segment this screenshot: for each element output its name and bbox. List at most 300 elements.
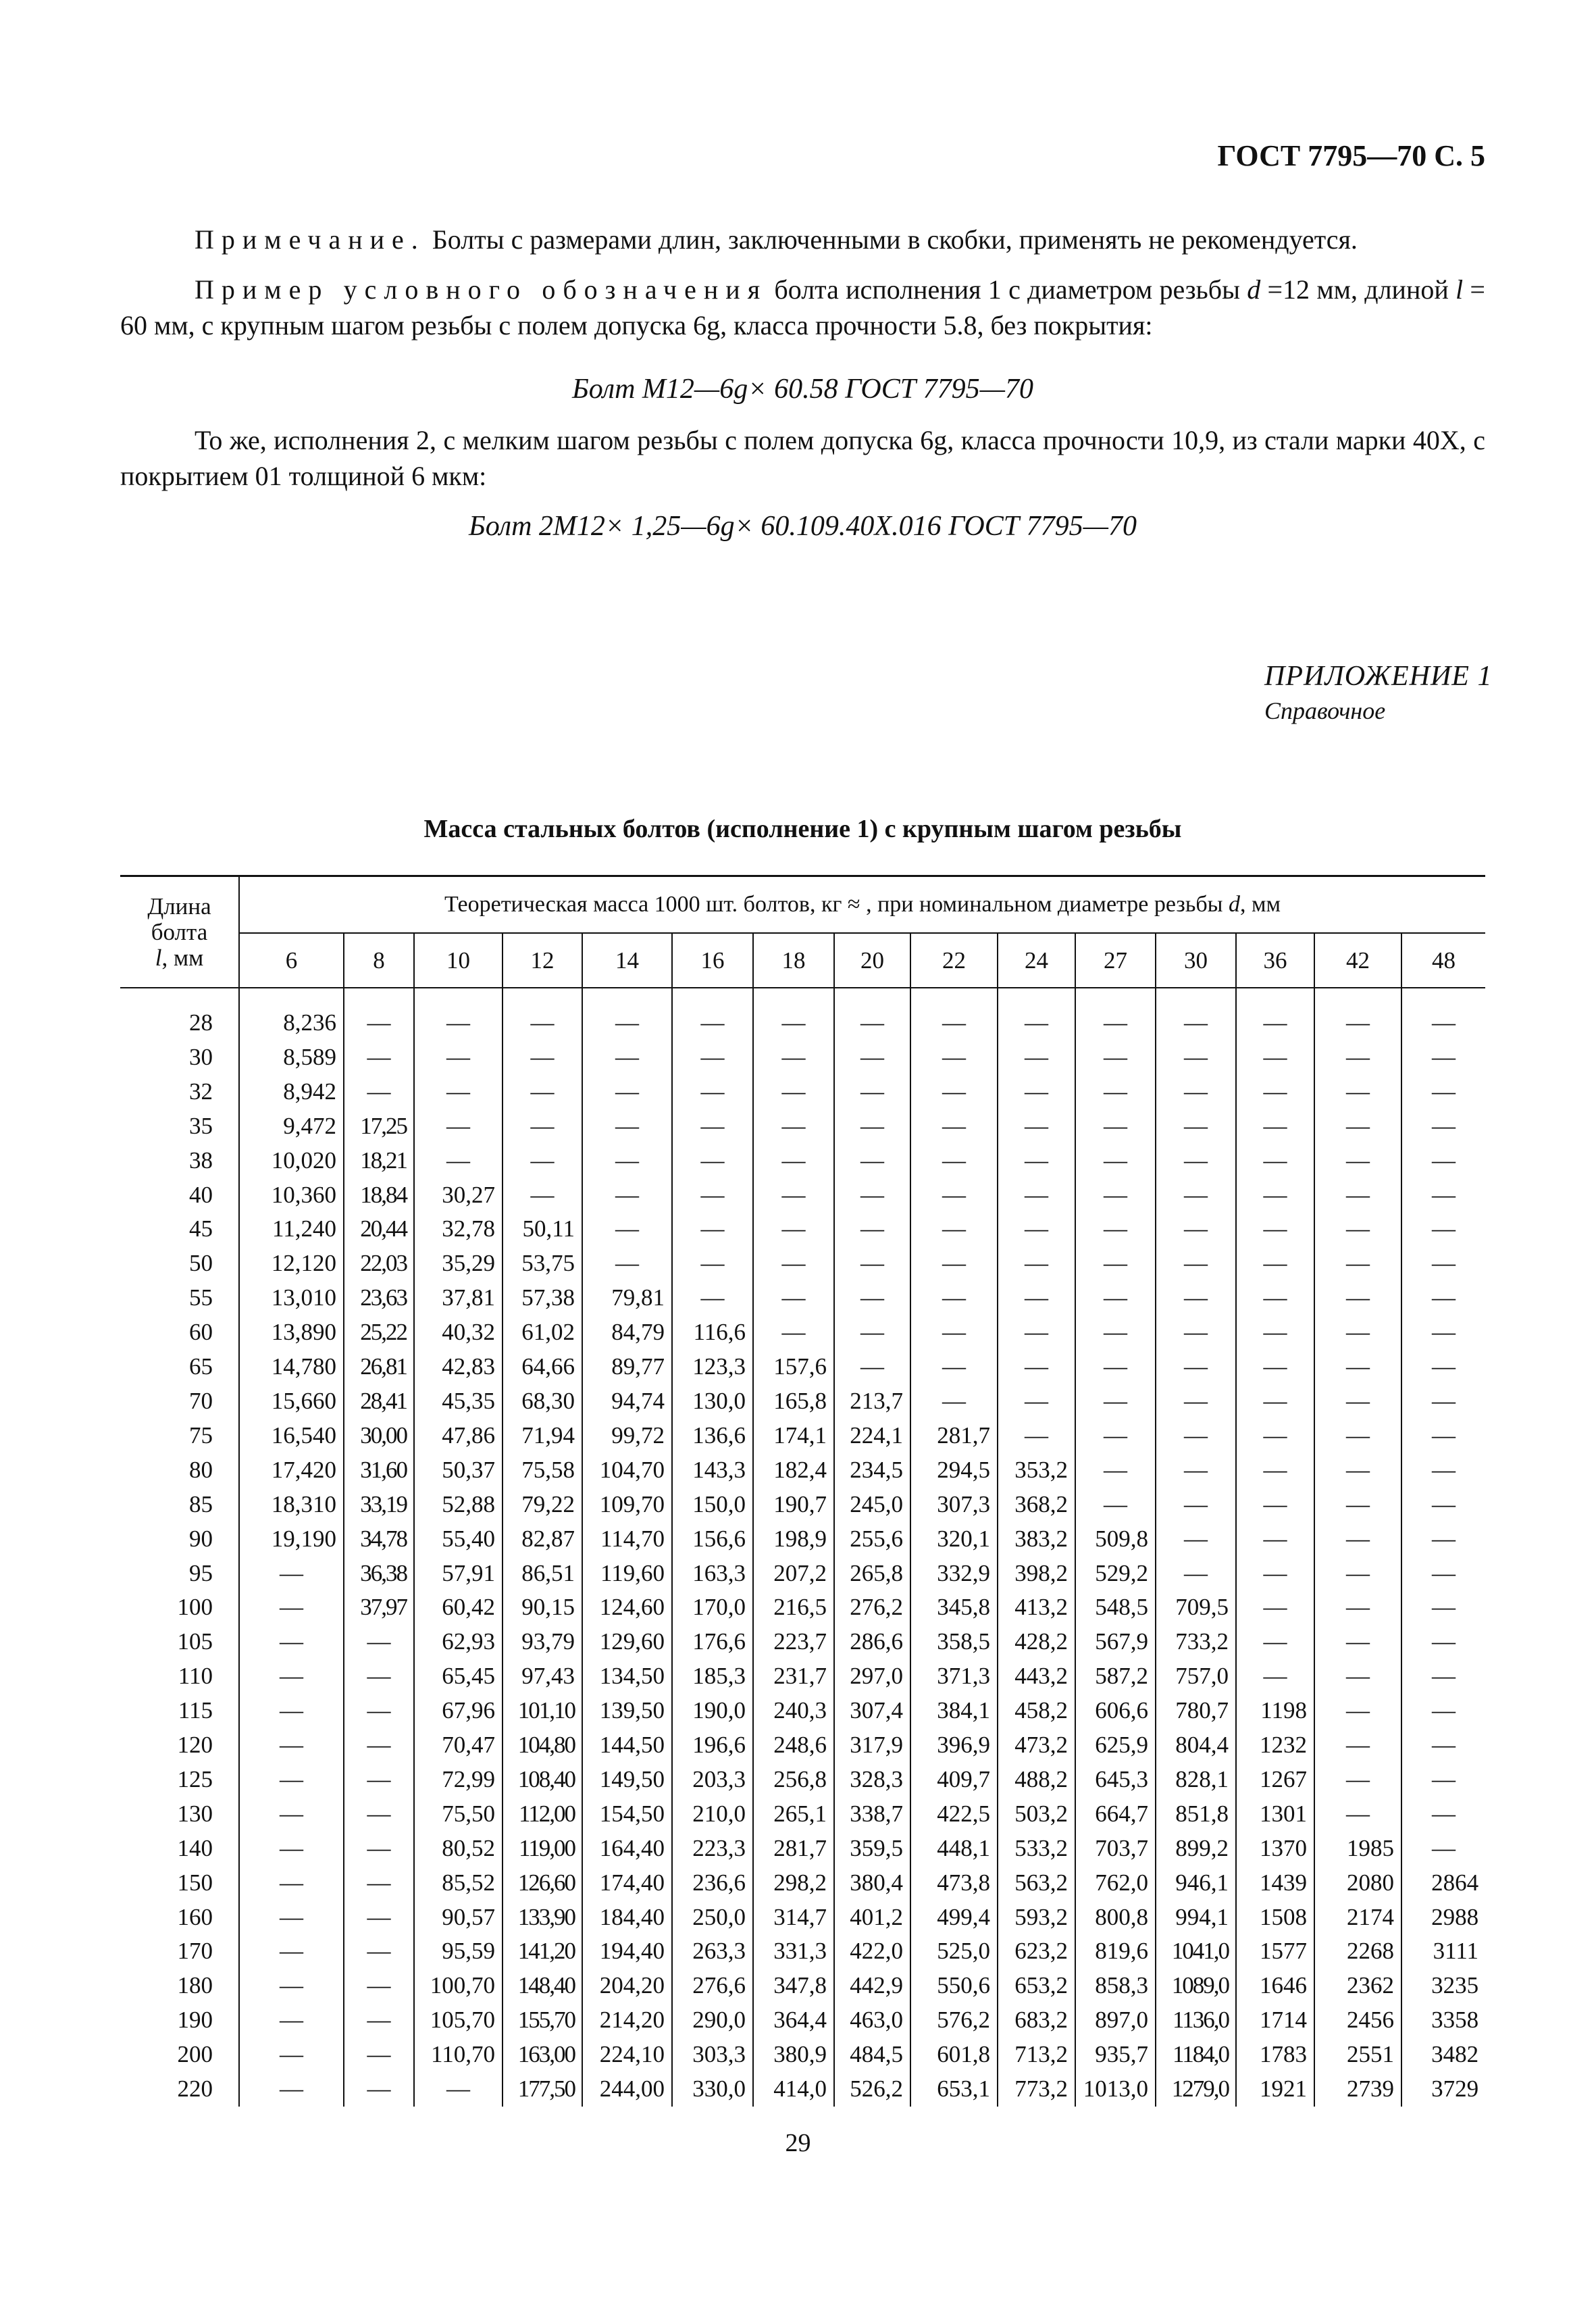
mass-cell: — (1401, 1797, 1485, 1832)
example-d-symbol: d (1247, 274, 1261, 305)
mass-cell: — (910, 1075, 998, 1109)
mass-cell: — (1075, 1315, 1156, 1350)
mass-cell: 2456 (1314, 2003, 1401, 2038)
mass-cell: — (1156, 1522, 1236, 1557)
mass-cell: 55,40 (414, 1522, 503, 1557)
mass-cell: 93,79 (503, 1625, 582, 1659)
mass-cell: 33,19 (344, 1488, 414, 1522)
mass-cell: 1089,0 (1156, 1969, 1236, 2003)
mass-cell: 1013,0 (1075, 2072, 1156, 2107)
table-row (120, 1557, 1485, 1591)
diameter-header-30: 30 (1156, 933, 1236, 988)
mass-cell: 47,86 (414, 1419, 503, 1453)
mass-cell: 148,40 (503, 1969, 582, 2003)
table-row (120, 1832, 1485, 1866)
mass-cell: — (1156, 1384, 1236, 1419)
mass-cell: 28,41 (344, 1384, 414, 1419)
mass-table (120, 875, 1485, 2107)
mass-cell: 155,70 (503, 2003, 582, 2038)
mass-cell: 57,38 (503, 1281, 582, 1315)
mass-cell: — (1075, 1144, 1156, 1178)
mass-cell: — (1314, 1557, 1401, 1591)
mass-cell: 207,2 (753, 1557, 834, 1591)
mass-cell: — (344, 2003, 414, 2038)
mass-cell: — (1236, 1212, 1314, 1247)
mass-cell: — (834, 1247, 910, 1281)
mass-cell: — (1401, 1040, 1485, 1075)
mass-cell: — (1156, 988, 1236, 1040)
mass-cell: — (280, 1972, 303, 1999)
mass-cell: 2268 (1314, 1934, 1401, 1969)
mass-cell: 116,6 (672, 1315, 753, 1350)
bolt-length-cell: 100 (120, 1590, 239, 1625)
mass-cell: — (1401, 1590, 1485, 1625)
mass-cell: — (414, 1144, 503, 1178)
mass-cell: 290,0 (672, 2003, 753, 2038)
example-label: Пример условного обозначения (195, 274, 768, 305)
mass-cell: 35,29 (414, 1247, 503, 1281)
mass-cell: — (582, 1212, 672, 1247)
mass-cell: 371,3 (910, 1659, 998, 1694)
mass-cell: 1985 (1314, 1832, 1401, 1866)
mass-cell: 101,10 (503, 1694, 582, 1728)
bolt-length-cell: 80 (120, 1453, 239, 1488)
table-row (120, 1178, 1485, 1213)
mass-cell: 156,6 (672, 1522, 753, 1557)
mass-cell: 265,1 (753, 1797, 834, 1832)
diameter-header-18: 18 (753, 933, 834, 988)
mass-cell: — (672, 1144, 753, 1178)
mass-cell: 3729 (1401, 2072, 1485, 2107)
mass-cell: 53,75 (503, 1247, 582, 1281)
mass-cell: 75,50 (414, 1797, 503, 1832)
table-row (120, 1694, 1485, 1728)
table-row (120, 1728, 1485, 1763)
mass-cell: 14,780 (271, 1353, 336, 1380)
mass-cell: 224,10 (582, 2038, 672, 2072)
mass-cell: 606,6 (1075, 1694, 1156, 1728)
mass-cell: 256,8 (753, 1763, 834, 1797)
mass-cell: — (414, 1109, 503, 1144)
mass-cell: 36,38 (344, 1557, 414, 1591)
mass-cell: 18,84 (344, 1178, 414, 1213)
bolt-length-cell: 50 (120, 1247, 239, 1281)
mass-cell: — (1401, 1384, 1485, 1419)
mass-cell: — (582, 1040, 672, 1075)
mass-cell: 383,2 (998, 1522, 1075, 1557)
diameter-header-42: 42 (1314, 933, 1401, 988)
mass-cell: 623,2 (998, 1934, 1075, 1969)
mass-cell: 13,890 (271, 1319, 336, 1346)
mass-cell: 214,20 (582, 2003, 672, 2038)
diameter-header-10: 10 (414, 933, 503, 988)
mass-cell: — (582, 1247, 672, 1281)
bolt-length-cell: 35 (120, 1109, 239, 1144)
mass-cell: — (280, 2041, 303, 2068)
mass-cell: — (1401, 1522, 1485, 1557)
mass-cell: — (1156, 1350, 1236, 1384)
mass-cell: — (910, 1212, 998, 1247)
mass-cell: 17,420 (271, 1456, 336, 1483)
mass-cell: — (1401, 1315, 1485, 1350)
mass-cell: 42,83 (414, 1350, 503, 1384)
mass-cell: 330,0 (672, 2072, 753, 2107)
table-row (120, 1934, 1485, 1969)
mass-cell: 60,42 (414, 1590, 503, 1625)
mass-cell: 190,7 (753, 1488, 834, 1522)
mass-cell: 8,589 (283, 1043, 336, 1070)
mass-cell: 563,2 (998, 1866, 1075, 1901)
mass-cell: — (1401, 1728, 1485, 1763)
mass-cell: 398,2 (998, 1557, 1075, 1591)
mass-cell: 70,47 (414, 1728, 503, 1763)
mass-cell: — (1401, 1178, 1485, 1213)
mass-cell: — (1075, 1109, 1156, 1144)
mass-cell: — (998, 1281, 1075, 1315)
mass-cell: 359,5 (834, 1832, 910, 1866)
mass-cell: 82,87 (503, 1522, 582, 1557)
mass-cell: 13,010 (271, 1284, 336, 1311)
mass-cell: — (1401, 1659, 1485, 1694)
mass-cell: 79,22 (503, 1488, 582, 1522)
mass-cell: 52,88 (414, 1488, 503, 1522)
note-paragraph (120, 222, 1485, 257)
mass-cell: — (1314, 1109, 1401, 1144)
length-header-line-3 (120, 945, 238, 971)
table-row (120, 2072, 1485, 2107)
table-row (120, 1901, 1485, 1935)
mass-cell: — (1156, 1075, 1236, 1109)
mass-cell: — (834, 988, 910, 1040)
mass-cell: 488,2 (998, 1763, 1075, 1797)
diameter-header-24: 24 (998, 933, 1075, 988)
mass-cell: 204,20 (582, 1969, 672, 2003)
mass-cell: — (280, 1834, 303, 1861)
mass-cell: — (910, 1144, 998, 1178)
mass-cell: 307,3 (910, 1488, 998, 1522)
mass-cell: — (503, 988, 582, 1040)
mass-cell: — (998, 1247, 1075, 1281)
mass-cell: 141,20 (503, 1934, 582, 1969)
diameter-header-27: 27 (1075, 933, 1156, 988)
mass-cell: 858,3 (1075, 1969, 1156, 2003)
mass-cell: — (834, 1350, 910, 1384)
mass-cell: 8,236 (283, 1009, 336, 1036)
mass-cell: — (582, 1144, 672, 1178)
mass-cell: 90,57 (414, 1901, 503, 1935)
mass-cell: 149,50 (582, 1763, 672, 1797)
mass-cell: 68,30 (503, 1384, 582, 1419)
mass-cell: 2739 (1314, 2072, 1401, 2107)
mass-cell: 1267 (1236, 1763, 1314, 1797)
table-row (120, 1659, 1485, 1694)
mass-cell: 174,40 (582, 1866, 672, 1901)
mass-cell: — (1236, 1453, 1314, 1488)
mass-cell: 320,1 (910, 1522, 998, 1557)
mass-cell: — (1314, 1384, 1401, 1419)
mass-cell: 174,1 (753, 1419, 834, 1453)
mass-cell: — (1236, 1522, 1314, 1557)
table-row (120, 1522, 1485, 1557)
diameter-header-20: 20 (834, 933, 910, 988)
mass-cell: — (280, 1903, 303, 1930)
mass-cell: 194,40 (582, 1934, 672, 1969)
mass-cell: 32,78 (414, 1212, 503, 1247)
mass-cell: — (344, 1694, 414, 1728)
mass-cell: 473,2 (998, 1728, 1075, 1763)
mass-cell: — (280, 1800, 303, 1827)
mass-cell: 2080 (1314, 1866, 1401, 1901)
mass-cell: 897,0 (1075, 2003, 1156, 2038)
mass-cell: 2988 (1401, 1901, 1485, 1935)
mass-cell: 231,7 (753, 1659, 834, 1694)
mass-cell: 15,660 (271, 1387, 336, 1414)
table-row (120, 1040, 1485, 1075)
mass-cell: 1439 (1236, 1866, 1314, 1901)
mass-cell: 443,2 (998, 1659, 1075, 1694)
mass-cell: — (910, 1384, 998, 1419)
mass-cell: — (1314, 1694, 1401, 1728)
mass-cell: 45,35 (414, 1384, 503, 1419)
mass-cell: — (503, 1178, 582, 1213)
table-row (120, 1247, 1485, 1281)
mass-cell: 37,81 (414, 1281, 503, 1315)
mass-cell: 150,0 (672, 1488, 753, 1522)
mass-cell: 780,7 (1156, 1694, 1236, 1728)
mass-cell: — (1314, 1350, 1401, 1384)
mass-cell: — (414, 988, 503, 1040)
mass-cell: 851,8 (1156, 1797, 1236, 1832)
mass-cell: 75,58 (503, 1453, 582, 1488)
mass-cell: — (1401, 1557, 1485, 1591)
mass-cell: 1577 (1236, 1934, 1314, 1969)
mass-cell: — (998, 1178, 1075, 1213)
mass-cell: — (1236, 1315, 1314, 1350)
mass-cell: — (1236, 1419, 1314, 1453)
diameter-header-6: 6 (239, 933, 344, 988)
mass-cell: — (1401, 1350, 1485, 1384)
mass-column-header (239, 876, 1485, 934)
mass-cell: 509,8 (1075, 1522, 1156, 1557)
mass-cell: 67,96 (414, 1694, 503, 1728)
mass-cell: — (672, 1178, 753, 1213)
mass-cell: 1646 (1236, 1969, 1314, 2003)
table-row (120, 1109, 1485, 1144)
example-text-2: =12 мм, длиной (1260, 274, 1456, 305)
mass-cell: 529,2 (1075, 1557, 1156, 1591)
bolt-length-cell: 160 (120, 1901, 239, 1935)
mass-cell: 164,40 (582, 1832, 672, 1866)
mass-cell: — (1314, 1075, 1401, 1109)
mass-cell: 1301 (1236, 1797, 1314, 1832)
mass-cell: 463,0 (834, 2003, 910, 2038)
mass-cell: — (998, 988, 1075, 1040)
mass-cell: 31,60 (344, 1453, 414, 1488)
mass-cell: — (280, 2076, 303, 2103)
table-title: Масса стальных болтов (исполнение 1) с крупным шагом резьбы (423, 815, 1182, 843)
mass-cell: 110,70 (414, 2038, 503, 2072)
mass-cell: 281,7 (910, 1419, 998, 1453)
table-row (120, 1315, 1485, 1350)
mass-cell: 57,91 (414, 1557, 503, 1591)
note-text: Болты с размерами длин, заключенными в скобки, применять не рекомендуется. (425, 224, 1358, 255)
mass-cell: — (1236, 1075, 1314, 1109)
mass-cell: 25,22 (344, 1315, 414, 1350)
mass-cell: 380,4 (834, 1866, 910, 1901)
diameter-header-12: 12 (503, 933, 582, 988)
bolt-length-cell: 110 (120, 1659, 239, 1694)
mass-cell: 64,66 (503, 1350, 582, 1384)
mass-cell: — (503, 1109, 582, 1144)
bolt-length-cell: 150 (120, 1866, 239, 1901)
mass-cell: 236,6 (672, 1866, 753, 1901)
mass-cell: — (672, 1040, 753, 1075)
mass-cell: 12,120 (271, 1250, 336, 1277)
bolt-length-cell: 45 (120, 1212, 239, 1247)
mass-cell: 3358 (1401, 2003, 1485, 2038)
table-row (120, 1453, 1485, 1488)
mass-cell: 26,81 (344, 1350, 414, 1384)
mass-cell: — (998, 1040, 1075, 1075)
mass-cell: 50,11 (503, 1212, 582, 1247)
mass-cell: 1921 (1236, 2072, 1314, 2107)
mass-cell: 198,9 (753, 1522, 834, 1557)
mass-cell: — (1236, 1557, 1314, 1591)
mass-cell: — (1314, 1040, 1401, 1075)
mass-cell: 99,72 (582, 1419, 672, 1453)
mass-cell: 130,0 (672, 1384, 753, 1419)
mass-cell: — (1156, 1212, 1236, 1247)
mass-cell: 298,2 (753, 1866, 834, 1901)
mass-cell: — (834, 1040, 910, 1075)
mass-cell: — (1075, 1488, 1156, 1522)
mass-cell: 97,43 (503, 1659, 582, 1694)
mass-cell: — (998, 1419, 1075, 1453)
length-header-line-1: Длина (147, 892, 211, 920)
mass-cell: — (1314, 1419, 1401, 1453)
mass-cell: 380,9 (753, 2038, 834, 2072)
mass-cell: — (344, 1797, 414, 1832)
mass-cell: 123,3 (672, 1350, 753, 1384)
mass-cell: 112,00 (503, 1797, 582, 1832)
mass-cell: 20,44 (344, 1212, 414, 1247)
page-number: 29 (785, 2129, 811, 2157)
mass-cell: — (1314, 1315, 1401, 1350)
mass-cell: 61,02 (503, 1315, 582, 1350)
mass-cell: 526,2 (834, 2072, 910, 2107)
mass-cell: 19,190 (271, 1525, 336, 1552)
mass-cell: — (280, 1594, 303, 1621)
mass-cell: — (1401, 1763, 1485, 1797)
mass-cell: — (1401, 1625, 1485, 1659)
mass-cell: — (582, 988, 672, 1040)
mass-cell: — (503, 1144, 582, 1178)
mass-cell: 133,90 (503, 1901, 582, 1935)
mass-cell: 182,4 (753, 1453, 834, 1488)
mass-cell: 653,1 (910, 2072, 998, 2107)
mass-cell: 154,50 (582, 1797, 672, 1832)
mass-cell: 819,6 (1075, 1934, 1156, 1969)
mass-cell: 458,2 (998, 1694, 1075, 1728)
table-row (120, 1625, 1485, 1659)
mass-cell: 196,6 (672, 1728, 753, 1763)
mass-cell: — (1314, 1144, 1401, 1178)
bolt-length-cell: 180 (120, 1969, 239, 2003)
mass-cell: — (1401, 988, 1485, 1040)
mass-cell: — (910, 1281, 998, 1315)
mass-cell: — (1156, 1178, 1236, 1213)
mass-cell: — (344, 1969, 414, 2003)
mass-cell: 533,2 (998, 1832, 1075, 1866)
mass-cell: — (1075, 1075, 1156, 1109)
table-row (120, 1488, 1485, 1522)
mass-cell: — (672, 1109, 753, 1144)
mass-cell: — (1236, 1488, 1314, 1522)
mass-cell: — (672, 1281, 753, 1315)
mass-cell: — (1075, 1384, 1156, 1419)
mass-cell: 2362 (1314, 1969, 1401, 2003)
mass-cell: 129,60 (582, 1625, 672, 1659)
mass-cell: 1184,0 (1156, 2038, 1236, 2072)
mass-cell: — (344, 1728, 414, 1763)
mass-cell: — (1075, 1453, 1156, 1488)
mass-cell: — (1314, 1247, 1401, 1281)
mass-cell: 587,2 (1075, 1659, 1156, 1694)
bolt-length-cell: 130 (120, 1797, 239, 1832)
mass-cell: — (1236, 1281, 1314, 1315)
mass-cell: — (834, 1281, 910, 1315)
mass-header-unit: , мм (1239, 892, 1281, 917)
diameter-header-22: 22 (910, 933, 998, 988)
bolt-length-cell: 70 (120, 1384, 239, 1419)
mass-cell: 2174 (1314, 1901, 1401, 1935)
mass-cell: — (344, 1659, 414, 1694)
bolt-length-cell: 40 (120, 1178, 239, 1213)
mass-cell: 683,2 (998, 2003, 1075, 2038)
mass-cell: — (1314, 1659, 1401, 1694)
mass-cell: 567,9 (1075, 1625, 1156, 1659)
mass-cell: — (1401, 1281, 1485, 1315)
bolt-length-cell: 125 (120, 1763, 239, 1797)
mass-cell: 71,94 (503, 1419, 582, 1453)
mass-cell: 1041,0 (1156, 1934, 1236, 1969)
mass-cell: — (503, 1040, 582, 1075)
mass-cell: 109,70 (582, 1488, 672, 1522)
mass-cell: 601,8 (910, 2038, 998, 2072)
mass-cell: — (280, 1938, 303, 1965)
mass-cell: 177,50 (503, 2072, 582, 2107)
mass-cell: — (834, 1178, 910, 1213)
mass-cell: — (1401, 1144, 1485, 1178)
mass-cell: 428,2 (998, 1625, 1075, 1659)
mass-cell: 263,3 (672, 1934, 753, 1969)
mass-cell: — (1075, 1350, 1156, 1384)
mass-cell: 9,472 (283, 1112, 336, 1139)
mass-cell: 297,0 (834, 1659, 910, 1694)
example-text-3: = 60 мм, с крупным шагом резьбы с полем допуска 6g, класса прочности 5.8, без покрытия: (120, 274, 1485, 341)
mass-cell: — (834, 1109, 910, 1144)
mass-cell: 134,50 (582, 1659, 672, 1694)
mass-cell: — (998, 1075, 1075, 1109)
mass-cell: — (1156, 1281, 1236, 1315)
diameter-header-row (120, 933, 1485, 988)
mass-cell: — (753, 1315, 834, 1350)
mass-cell: 576,2 (910, 2003, 998, 2038)
mass-cell: — (1075, 988, 1156, 1040)
mass-cell: 119,60 (582, 1557, 672, 1591)
mass-cell: 30,27 (414, 1178, 503, 1213)
length-symbol: l (155, 944, 162, 971)
